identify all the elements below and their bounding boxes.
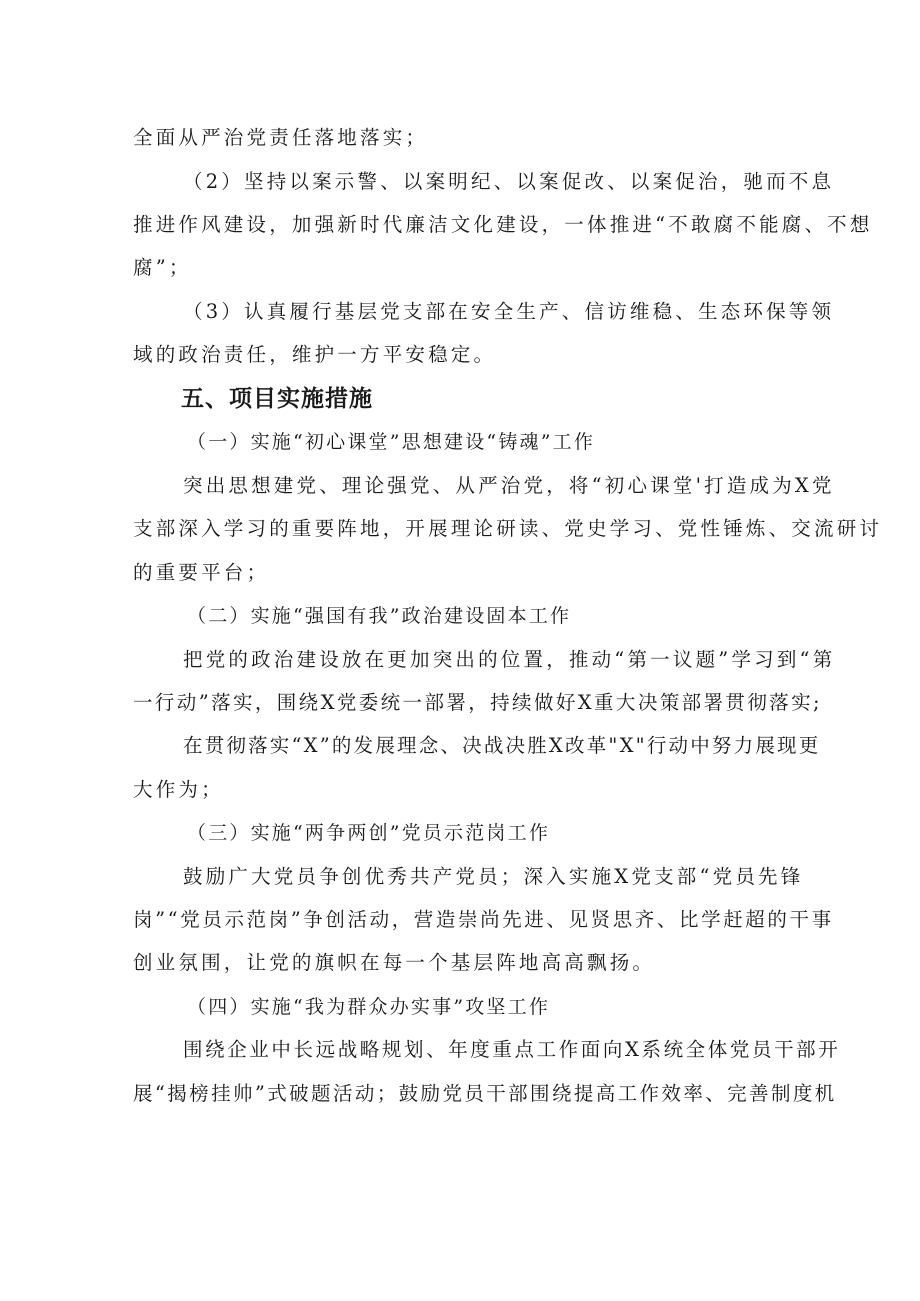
- text-line: 推进作风建设，加强新时代廉洁文化建设，一体推进“不敢腐不能腐、不想: [133, 213, 873, 236]
- text-line: 全面从严治党责任落地落实；: [133, 126, 429, 149]
- text-line: 突出思想建党、理论强党、从严治党，将“初心课堂'打造成为X党: [183, 474, 835, 497]
- subsection-heading: （二）实施“强国有我”政治建设固本工作: [187, 605, 572, 627]
- text-line: 支部深入学习的重要阵地，开展理论研读、党史学习、党性锤炼、交流研讨: [133, 517, 883, 540]
- section-heading: 五、项目实施措施: [181, 386, 373, 412]
- text-line: 域的政治责任，维护一方平安稳定。: [133, 343, 497, 366]
- text-line: 腐”；: [133, 256, 192, 279]
- text-line: 在贯彻落实“X”的发展理念、决战决胜X改革"X"行动中努力展现更: [183, 734, 821, 757]
- text-line: 展“揭榜挂帅”式破题活动；鼓励党员干部围绕提高工作效率、完善制度机: [133, 1082, 837, 1105]
- subsection-heading: （三）实施“两争两创”党员示范岗工作: [187, 822, 551, 844]
- text-line: （3）认真履行基层党支部在安全生产、信访维稳、生态环保等领: [183, 300, 835, 323]
- subsection-heading: （一）实施“初心课堂”思想建设“铸魂”工作: [187, 431, 596, 453]
- text-line: 大作为；: [133, 778, 224, 801]
- text-line: 鼓励广大党员争创优秀共产党员；深入实施X党支部“党员先锋: [183, 865, 804, 888]
- text-line: 岗”“党员示范岗”争创活动，营造崇尚先进、见贤思齐、比学赶超的干事: [133, 908, 834, 931]
- text-line: 的重要平台；: [133, 561, 270, 584]
- text-line: 围绕企业中长远战略规划、年度重点工作面向X系统全体党员干部开: [183, 1038, 841, 1061]
- text-line: 创业氛围，让党的旗帜在每一个基层阵地高高飘扬。: [133, 951, 656, 974]
- subsection-heading: （四）实施“我为群众办实事”攻坚工作: [187, 996, 551, 1018]
- text-line: （2）坚持以案示警、以案明纪、以案促改、以案促治，驰而不息: [183, 170, 835, 193]
- text-line: 一行动”落实，围绕X党委统一部署，持续做好X重大决策部署贯彻落实;: [133, 691, 823, 714]
- text-line: 把党的政治建设放在更加突出的位置，推动“第一议题”学习到“第: [183, 648, 836, 671]
